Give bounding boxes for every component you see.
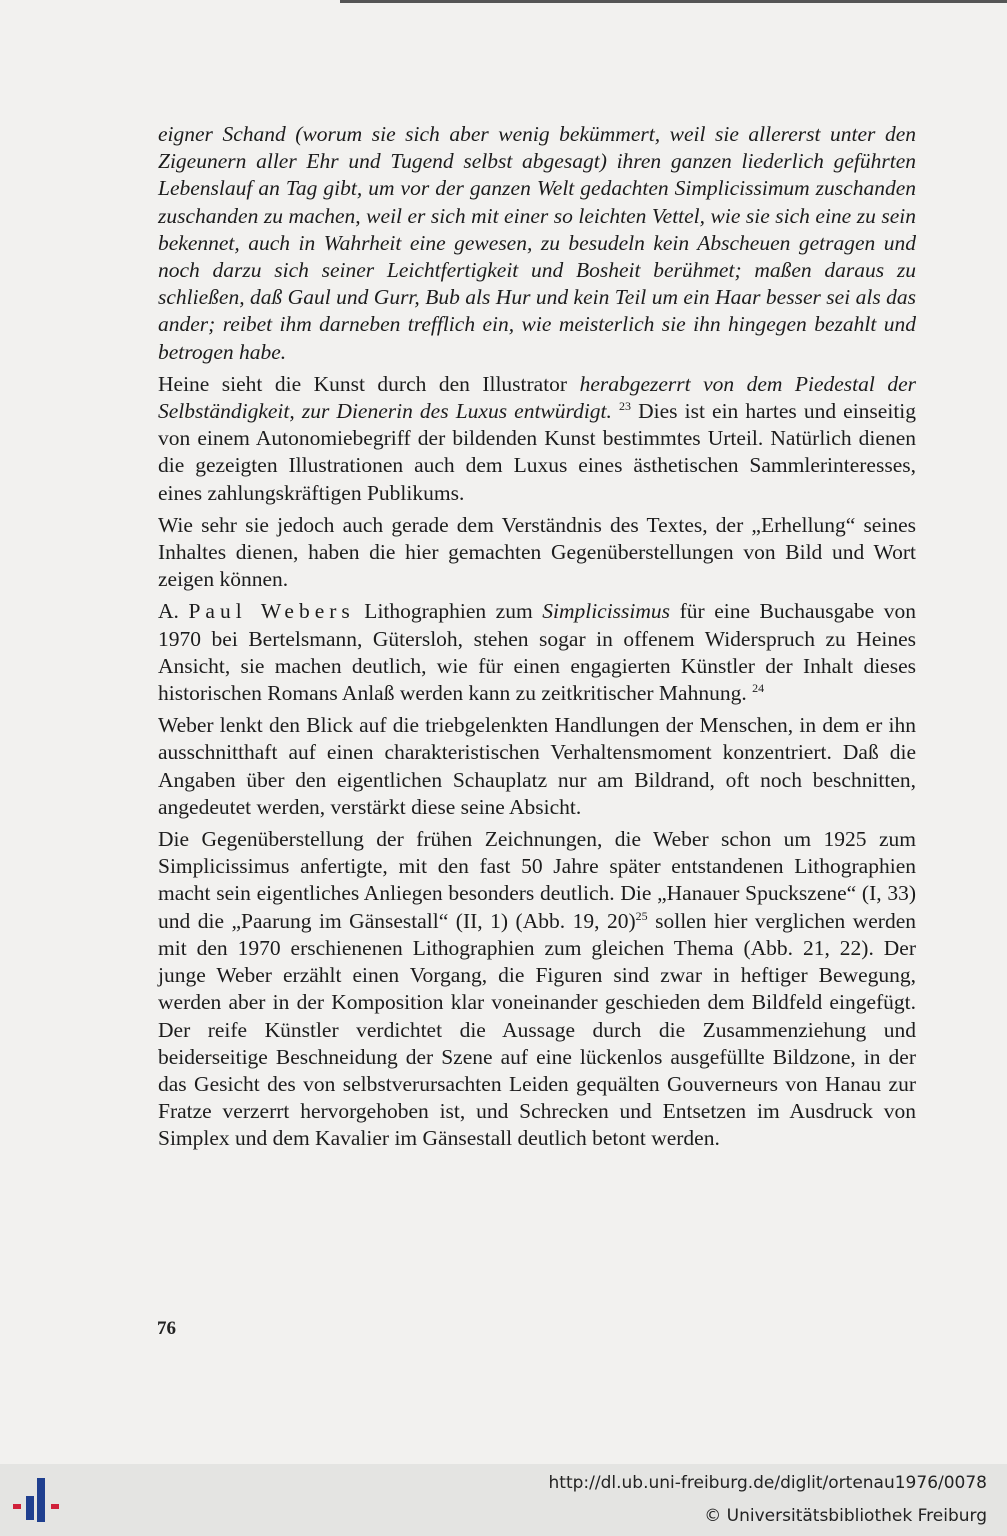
body-text <box>158 121 916 1158</box>
text-span: sollen hier verglichen werden mit den 1970 erschienenen Lithographien zum gleichen Thema (Abb. 21, 22). Der junge Weber erzählt einen Vorgang, die Figuren sind zwar in heftiger Bewegung, werden aber in der Komposition klar voneinander geschieden dem Bildfeld eingefügt. Der reife Künstler verdichtet die Aussage durch die Zusammenziehung und beiderseitige Beschneidung der Szene auf eine lückenlos ausgefüllte Bildzone, in der das Gesicht des von selbstverursachten Leiden gequälten Gouverneurs von Hanau zur Fratze verzerrt hervorgehoben ist, und Schrecken und Entsetzen im Ausdruck von Simplex und dem Kavalier im Gänsestall deutlich betont werden. <box>158 908 917 1151</box>
paragraph-weber <box>158 598 916 707</box>
text-span: A. <box>158 599 179 624</box>
italic-quote: herabgezerrt von dem Piedestal der Selbständigkeit, zur Dienerin des Luxus entwürdigt. <box>158 371 916 424</box>
top-border-line <box>340 0 1007 3</box>
paragraph-gegenueberstellung <box>158 826 916 1152</box>
paragraph-quote: eigner Schand (worum sie sich aber wenig bekümmert, weil sie allererst unter den Zigeunern aller Ehr und Tugend selbst abgesagt) ihren ganzen liederlich geführten Lebenslauf an Tag gibt, um vor der ganzen Welt gedachten Simplicissimum zuschanden zuschanden zu machen, weil er sich mit einer so leichten Vettel, wie sie sich eine zu sein bekennet, auch in Wahrheit eine gewesen, zu besudeln kein Abscheuen getragen und noch darzu sich seiner Leichtfertigkeit und Bosheit berühmet; maßen daraus zu schließen, daß Gaul und Gurr, Bub als Hur und kein Teil um ein Haar besser sei als das ander; reibet ihm darneben trefflich ein, wie meisterlich sie ihn hingegen bezahlt und betrogen habe. <box>158 122 916 364</box>
paragraph-verstaendnis: Wie sehr sie jedoch auch gerade dem Verständnis des Textes, der „Erhellung“ seines Inhaltes dienen, haben die hier gemachten Gegenüberstellungen von Bild und Wort zeigen können. <box>158 512 916 592</box>
ub-freiburg-logo-icon <box>12 1476 64 1524</box>
page-number: 76 <box>157 1318 176 1339</box>
paragraph-heine <box>158 371 916 507</box>
footnote-ref: 25 <box>635 908 648 923</box>
footnote-ref: 24 <box>752 681 765 696</box>
footnote-ref: 23 <box>619 399 632 414</box>
source-url[interactable]: http://dl.ub.uni-freiburg.de/diglit/ortenau1976/0078 <box>548 1473 987 1493</box>
text-span: für eine Buchausgabe von 1970 bei Bertelsmann, Gütersloh, stehen sogar in offenem Widerspruch zu Heines Ansicht, sie machen deutlich, wie für einen engagierten Künstler der Inhalt dieses historischen Romans Anlaß werden kann zu zeitkritischer Mahnung. <box>158 599 916 706</box>
spaced-name: Paul Webers <box>188 599 355 624</box>
footer-bar <box>0 1464 1007 1536</box>
text-span: Heine sieht die Kunst durch den Illustrator <box>158 371 580 396</box>
text-span: Dies ist ein hartes und einseitig von einem Autonomiebegriff der bildenden Kunst bestimmtes Urteil. Natürlich dienen die gezeigten Illustrationen auch dem Luxus eines ästhetischen Sammlerinteresses, eines zahlungskräftigen Publikums. <box>158 399 917 505</box>
book-title: Simplicissimus <box>542 599 671 624</box>
paragraph-blick: Weber lenkt den Blick auf die triebgelenkten Handlungen der Menschen, in dem er ihn ausschnitthaft auf einen charakteristischen Verhaltensmoment konzentriert. Daß die Angaben über den eigentlichen Schauplatz nur am Bildrand, oft noch beschnitten, angedeutet werden, verstärkt diese seine Absicht. <box>158 713 916 819</box>
copyright-text: © Universitätsbibliothek Freiburg <box>704 1506 987 1526</box>
text-span: Die Gegenüberstellung der frühen Zeichnungen, die Weber schon um 1925 zum Simplicissimus anfertigte, mit den fast 50 Jahre später entstandenen Lithographien macht sein eigentliches Anliegen besonders deutlich. Die „Hanauer Spuckszene“ (I, 33) und die „Paarung im Gänsestall“ (II, 1) (Abb. 19, 20) <box>158 827 916 933</box>
text-span: Lithographien zum <box>354 599 543 624</box>
